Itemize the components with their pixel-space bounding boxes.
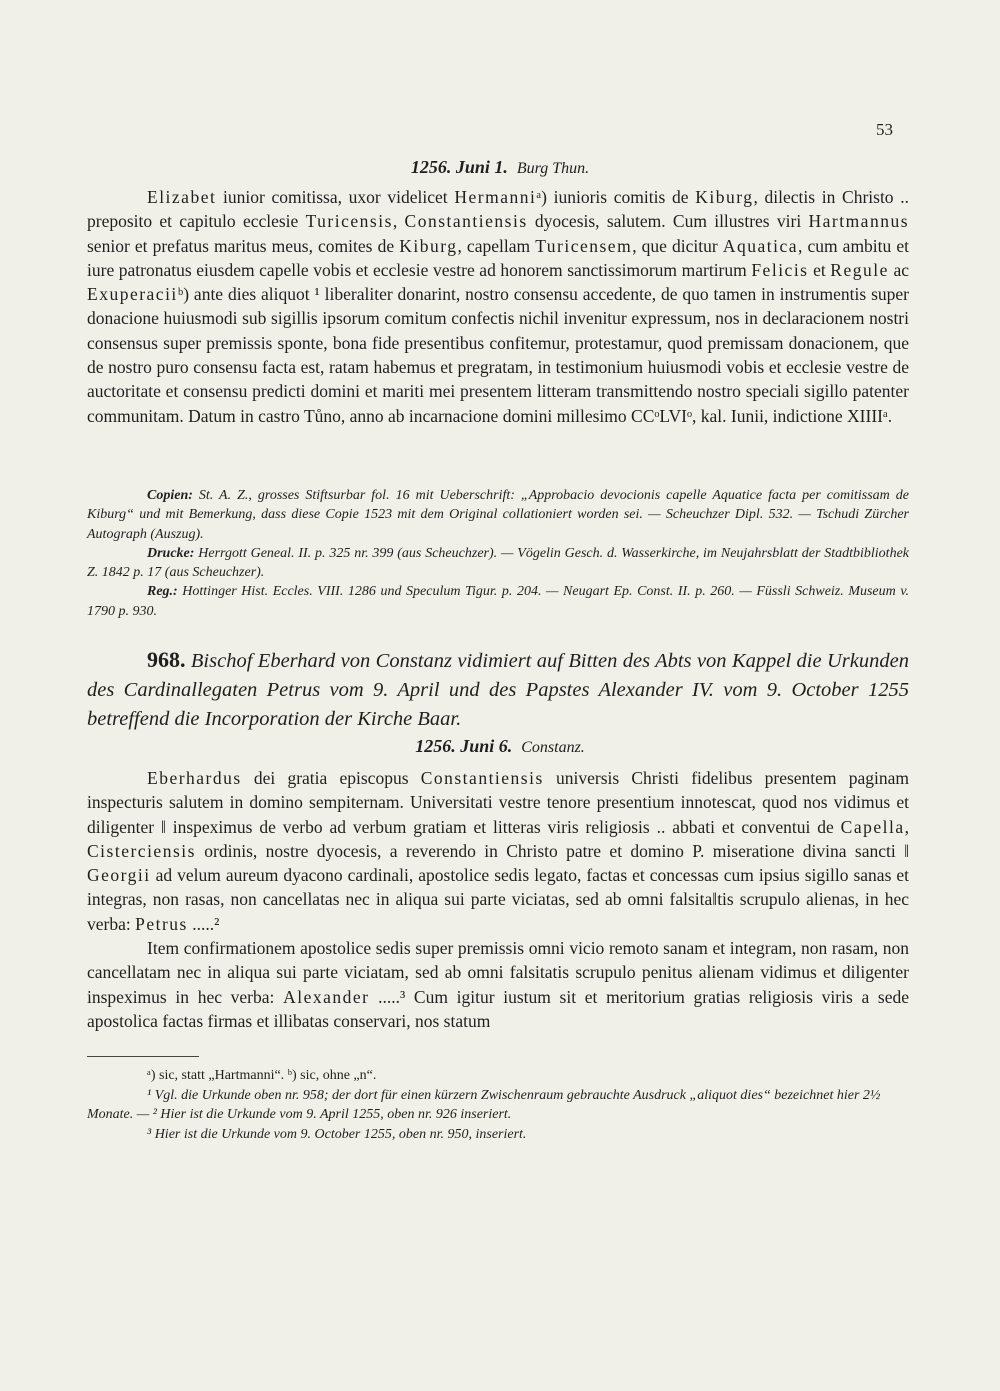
- doc1-place: Burg Thun.: [516, 160, 590, 177]
- doc2-date-year: 1256.: [415, 736, 456, 756]
- doc1-body: [87, 185, 909, 428]
- footnote-1-2: ¹ Vgl. die Urkunde oben nr. 958; der dort für einen kürzern Zwischenraum gebrauchte Ausdruck „aliquot dies“ bezeichnet hier 2½ Monate. — ² Hier ist die Urkunde vom 9. April 1255, oben nr. 926 inseriert.: [87, 1087, 881, 1122]
- doc2-rubric-text: Bischof Eberhard von Constanz vidimiert auf Bitten des Abts von Kappel die Urkunden des Cardinallegaten Petrus vom 9. April und des Papstes Alexander IV. vom 9. October 1255 betreffend die Incorporation der Kirche Baar.: [87, 650, 909, 730]
- doc2-rubric: [87, 645, 909, 734]
- doc2-paragraph-2: Item confirmationem apostolice sedis super premissis omni vicio remoto sanam et integram, non rasam, non cancellatam nec in aliqua sui parte viciatam, sed ab omni falsitatis scrupulo penitus alienam vidimus et diligenter inspeximus in hec verba: Alexander .....³ Cum igitur iustum sit et meritorium gratias religiosis viris a sede apostolica factas firmas et illibatas conservari, nos statum: [87, 938, 909, 1031]
- footnote-divider: [87, 1056, 199, 1057]
- note-copien: Copien: St. A. Z., grosses Stiftsurbar fol. 16 mit Ueberschrift: „Approbacio devocionis capelle Aquatice facta per comitissam de Kiburg“ und mit Bemerkung, dass diese Copie 1523 mit dem Original collationiert worden sei. — Scheuchzer Dipl. 532. — Tschudi Zürcher Autograph (Auszug).: [87, 488, 909, 542]
- doc1-notes: [87, 486, 909, 621]
- doc2-paragraph-1: Eberhardus dei gratia episcopus Constantiensis universis Christi fidelibus presentem paginam inspecturis salutem in domino sempiternam. Universitati vestre tenore presentium innotescat, quod nos vidimus et diligenter ‖ inspeximus de verbo ad verbum gratiam et litteras viris religiosis .. abbati et conventui de Capella, Cisterciensis ordinis, nostre dyocesis, a reverendo in Christo patre et domino P. miseratione divina sancti ‖ Georgii ad velum aureum dyacono cardinali, apostolice sedis legato, factas et concessas cum ipsius sigillo sanas et integras, non rasas, non cancellatas nec in aliqua sui parte viciatas, sed ab omni falsita‖tis scrupulo alienas, in hec verba: Petrus .....²: [87, 768, 909, 934]
- footnote-3: ³ Hier ist die Urkunde vom 9. October 1255, oben nr. 950, inseriert.: [147, 1126, 527, 1142]
- page-number: 53: [876, 120, 893, 139]
- doc2-date-line: [0, 736, 1000, 757]
- footnote-letters: ᵃ) sic, statt „Hartmanni“. ᵇ) sic, ohne „n“.: [147, 1068, 377, 1083]
- doc1-date-line: [0, 157, 1000, 178]
- doc2-date-day: Juni 6.: [460, 736, 513, 756]
- note-reg: Reg.: Hottinger Hist. Eccles. VIII. 1286 und Speculum Tigur. p. 204. — Neugart Ep. Const. II. p. 260. — Füssli Schweiz. Museum v. 1790 p. 930.: [87, 584, 909, 619]
- doc2-place: Constanz.: [521, 739, 585, 756]
- footnotes: [87, 1066, 909, 1144]
- doc2-body: [87, 766, 909, 1033]
- doc1-date-year: 1256.: [410, 157, 452, 177]
- doc1-date-day: Juni 1.: [455, 157, 508, 177]
- doc2-number: 968.: [147, 647, 186, 672]
- doc1-paragraph: Elizabet iunior comitissa, uxor videlicet Hermanniᵃ) iunioris comitis de Kiburg, dilectis in Christo .. preposito et capitulo ecclesie Turicensis, Constantiensis dyocesis, salutem. Cum illustres viri Hartmannus senior et prefatus maritus meus, comites de Kiburg, capellam Turicensem, que dicitur Aquatica, cum ambitu et iure patronatus eiusdem capelle vobis et ecclesie vestre ad honorem sanctissimorum martirum Felicis et Regule ac Exuperaciiᵇ) ante dies aliquot ¹ liberaliter donarint, nostro consensu accedente, de quo tamen in instrumentis super donacione huiusmodi sub sigillis ipsorum comitum confectis nichil invenitur expressum, nos in declaracionem nostri consensus super premissis sponte, bona fide presentibus confitemur, protestamur, quod premissam donacionem, que de nostro puro consensu facta est, ratam habemus et pregratam, in testimonium huiusmodi vobis et ecclesie vestre de auctoritate et consensu predicti domini et mariti mei presentem litteram transmittendo nostro speciali sigillo patenter communitam. Datum in castro Tůno, anno ab incarnacione domini millesimo CCᵒLVIᵒ, kal. Iunii, indictione XIIIIᵃ.: [87, 187, 910, 426]
- note-drucke: Drucke: Herrgott Geneal. II. p. 325 nr. 399 (aus Scheuchzer). — Vögelin Gesch. d. Wasserkirche, im Neujahrsblatt der Stadtbibliothek Z. 1842 p. 17 (aus Scheuchzer).: [87, 545, 909, 581]
